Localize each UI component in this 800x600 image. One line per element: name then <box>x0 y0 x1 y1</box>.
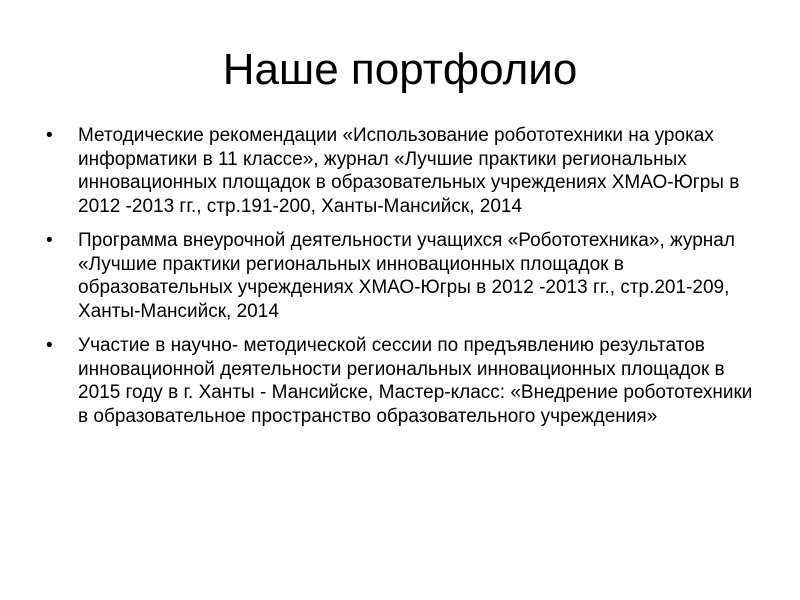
bullet-text-3: Участие в научно- методической сессии по предъявлению результатов инновационной деятельности региональных инновационных площадок в 2015 году в г. Ханты - Мансийске, Мастер-класс: «Внедрение робототехники в образовательное пространство образовательного учреждения» <box>78 335 753 427</box>
bullet-icon: • <box>46 230 53 251</box>
bullet-item-1 <box>46 124 756 218</box>
bullet-text-2: Программа внеурочной деятельности учащихся «Робототехника», журнал «Лучшие практики региональных инновационных площадок в образовательных учреждениях ХМАО-Югры в 2012 -2013 гг., стр.201-209, Ханты-Мансийск, 2014 <box>78 230 735 322</box>
bullet-text-1: Методические рекомендации «Использование робототехники на уроках информатики в 11 классе», журнал «Лучшие практики региональных инновационных площадок в образовательных учреждениях ХМАО-Югры в 2012 -2013 гг., стр.191-200, Ханты-Мансийск, 2014 <box>78 125 740 217</box>
slide-title: Наше портфолио <box>222 45 578 94</box>
bullet-item-2 <box>46 229 756 323</box>
bullet-list <box>46 124 756 439</box>
bullet-item-3 <box>46 334 756 428</box>
bullet-icon: • <box>46 125 53 146</box>
bullet-icon: • <box>46 335 53 356</box>
